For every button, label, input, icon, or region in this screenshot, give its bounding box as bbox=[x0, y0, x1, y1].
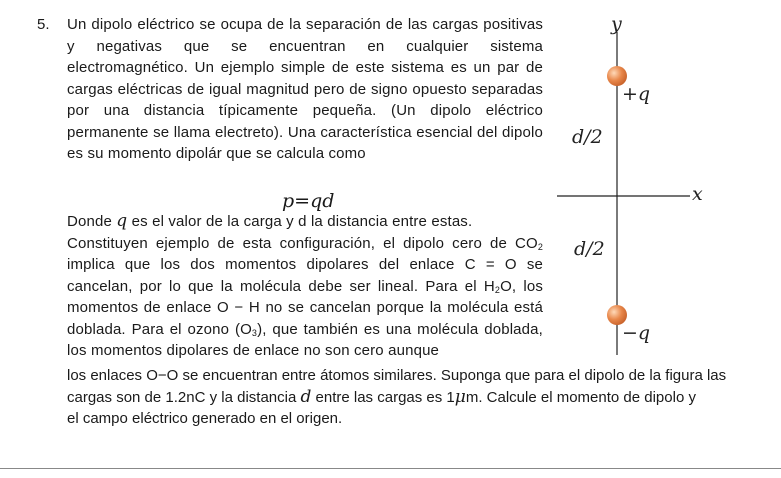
h2o-text: O, los momentos de enlace O − H no se cancelan porque la molécula está doblada. Para el ozono (O bbox=[67, 277, 543, 338]
where-text-2: es el valor de la carga y d la distancia entre estas. bbox=[127, 213, 473, 230]
positive-charge-label: +q bbox=[622, 83, 651, 105]
h2o-subscript: 2 bbox=[494, 284, 501, 295]
negative-charge-label: −q bbox=[622, 322, 651, 344]
mu-symbol: μ bbox=[454, 386, 466, 407]
tail-text-b: entre las cargas es 1 bbox=[311, 388, 455, 406]
divider-line bbox=[0, 468, 781, 469]
x-axis-label: x bbox=[692, 183, 703, 205]
lower-distance-label: d/2 bbox=[574, 238, 605, 260]
tail-text-c: m. Calcule el momento de dipolo y bbox=[465, 388, 696, 406]
ozone-text: ), que también es una molécula doblada, los momentos dipolares de enlace no son cero aunque bbox=[67, 320, 543, 359]
tail-line-1: los enlaces O−O se encuentran entre átomos similares. Suponga que para el dipolo de la figura las bbox=[67, 367, 727, 384]
tail-line-3: el campo eléctrico generado en el origen. bbox=[67, 410, 343, 427]
upper-distance-label: d/2 bbox=[572, 126, 603, 148]
y-axis-label: y bbox=[611, 13, 622, 35]
co2-subscript: 2 bbox=[537, 241, 543, 252]
where-text: Donde bbox=[67, 213, 117, 230]
co2-text: Constituyen ejemplo de esta configuración, el dipolo cero de CO bbox=[67, 234, 538, 252]
dipole-formula: p=qd bbox=[282, 190, 335, 212]
bond-text: implica que los dos momentos dipolares del enlace C = O se cancelan, por lo que la molécula debe ser lineal. Para el H bbox=[67, 256, 543, 295]
q-symbol: q bbox=[116, 211, 128, 231]
question-number: 5. bbox=[37, 16, 50, 33]
tail-text-a: cargas son de 1.2nC y la distancia bbox=[67, 388, 301, 406]
intro-paragraph: Un dipolo eléctrico se ocupa de la separación de las cargas positivas y negativas que se encuentran en cualquier sistema electromagnético. Un ejemplo simple de este sistema es un par de cargas eléctricas de igual magnitud pero de signo opuesto separadas por una distancia típicamente pequeña. (Un dipolo eléctrico permanente se llama electreto). Una característica esencial del dipolo es su momento dipolár que se calcula como bbox=[67, 16, 543, 162]
d-symbol: d bbox=[300, 386, 312, 407]
o3-subscript: 3 bbox=[251, 327, 258, 338]
